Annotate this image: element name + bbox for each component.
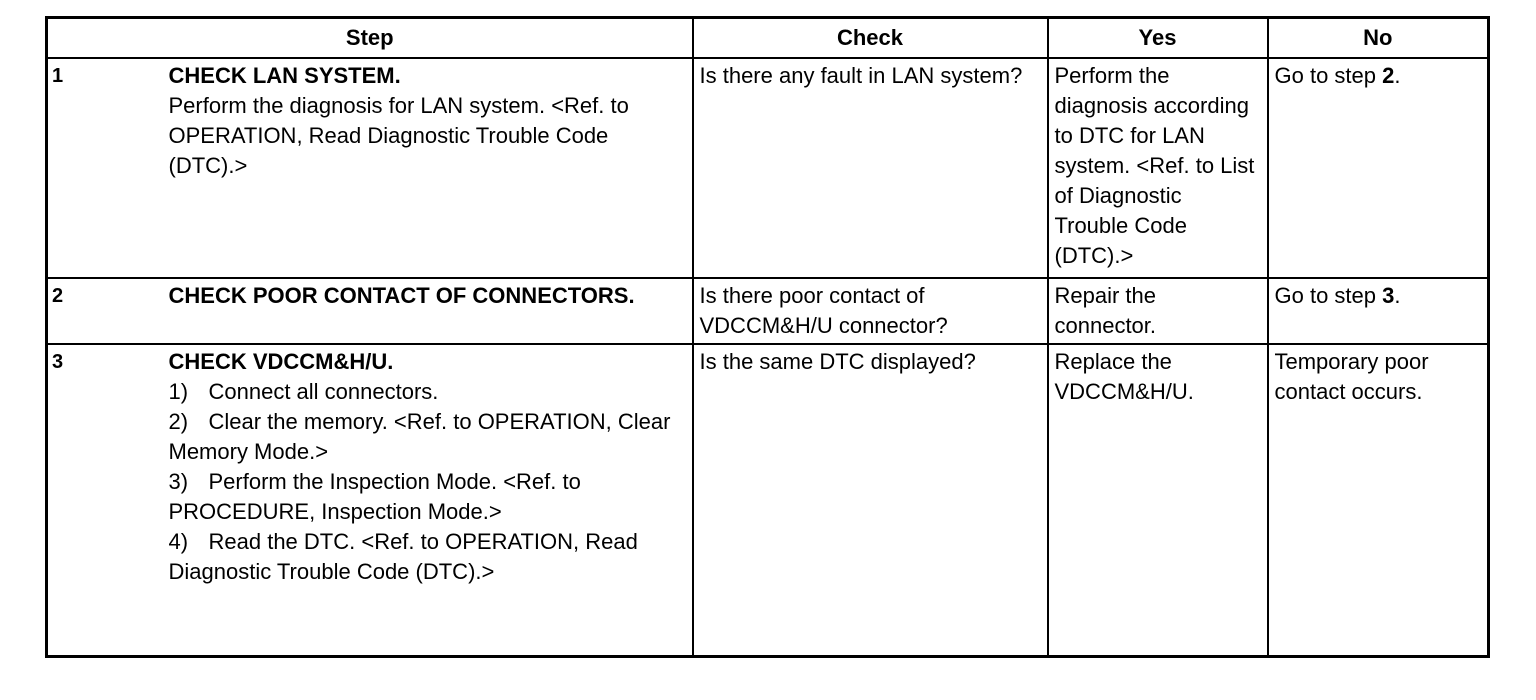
no-suffix: . [1394, 63, 1401, 88]
substep-item [169, 527, 688, 587]
step-title: CHECK POOR CONTACT OF CONNECTORS. [168, 283, 635, 308]
substep-number: 2) [168, 409, 189, 434]
step-title: CHECK LAN SYSTEM. [168, 63, 401, 88]
substep-number: 3) [168, 469, 189, 494]
no-prefix: Go to step [1274, 63, 1383, 88]
table-row [47, 58, 1489, 278]
table-row [47, 344, 1489, 657]
header-yes: Yes [1048, 18, 1268, 59]
substep-item [169, 407, 688, 467]
substep-item [169, 467, 688, 527]
substep-number: 4) [168, 529, 189, 554]
no-suffix: . [1394, 283, 1401, 308]
step-cell [165, 344, 693, 657]
substep-text: Clear the memory. <Ref. to OPERATION, Clear Memory Mode.> [168, 409, 671, 464]
header-step: Step [47, 18, 693, 59]
step-cell [165, 58, 693, 278]
no-prefix: Go to step [1274, 283, 1383, 308]
step-title: CHECK VDCCM&H/U. [168, 349, 394, 374]
check-cell: Is the same DTC displayed? [693, 344, 1048, 657]
step-number: 2 [47, 278, 165, 344]
table-row [47, 278, 1489, 344]
substep-number: 1) [168, 379, 189, 404]
yes-cell: Replace the VDCCM&H/U. [1048, 344, 1268, 657]
substep-text: Perform the Inspection Mode. <Ref. to PROCEDURE, Inspection Mode.> [168, 469, 581, 524]
step-number: 1 [47, 58, 165, 278]
no-step-number: 3 [1382, 283, 1395, 308]
step-body: Perform the diagnosis for LAN system. <Ref. to OPERATION, Read Diagnostic Trouble Code (DTC).> [168, 93, 629, 178]
header-check: Check [693, 18, 1048, 59]
substep-item [169, 377, 688, 407]
header-no: No [1268, 18, 1489, 59]
yes-cell: Perform the diagnosis according to DTC for LAN system. <Ref. to List of Diagnostic Trouble Code (DTC).> [1048, 58, 1268, 278]
substep-text: Read the DTC. <Ref. to OPERATION, Read Diagnostic Trouble Code (DTC).> [168, 529, 638, 584]
no-cell [1268, 58, 1489, 278]
no-cell: Temporary poor contact occurs. [1268, 344, 1489, 657]
no-step-number: 2 [1382, 63, 1395, 88]
no-cell [1268, 278, 1489, 344]
substep-text: Connect all connectors. [208, 379, 439, 404]
yes-cell: Repair the connector. [1048, 278, 1268, 344]
diagnostic-step-table [45, 16, 1490, 658]
table-header-row [47, 18, 1489, 59]
step-cell [165, 278, 693, 344]
check-cell: Is there any fault in LAN system? [693, 58, 1048, 278]
check-cell: Is there poor contact of VDCCM&H/U connector? [693, 278, 1048, 344]
step-number: 3 [47, 344, 165, 657]
